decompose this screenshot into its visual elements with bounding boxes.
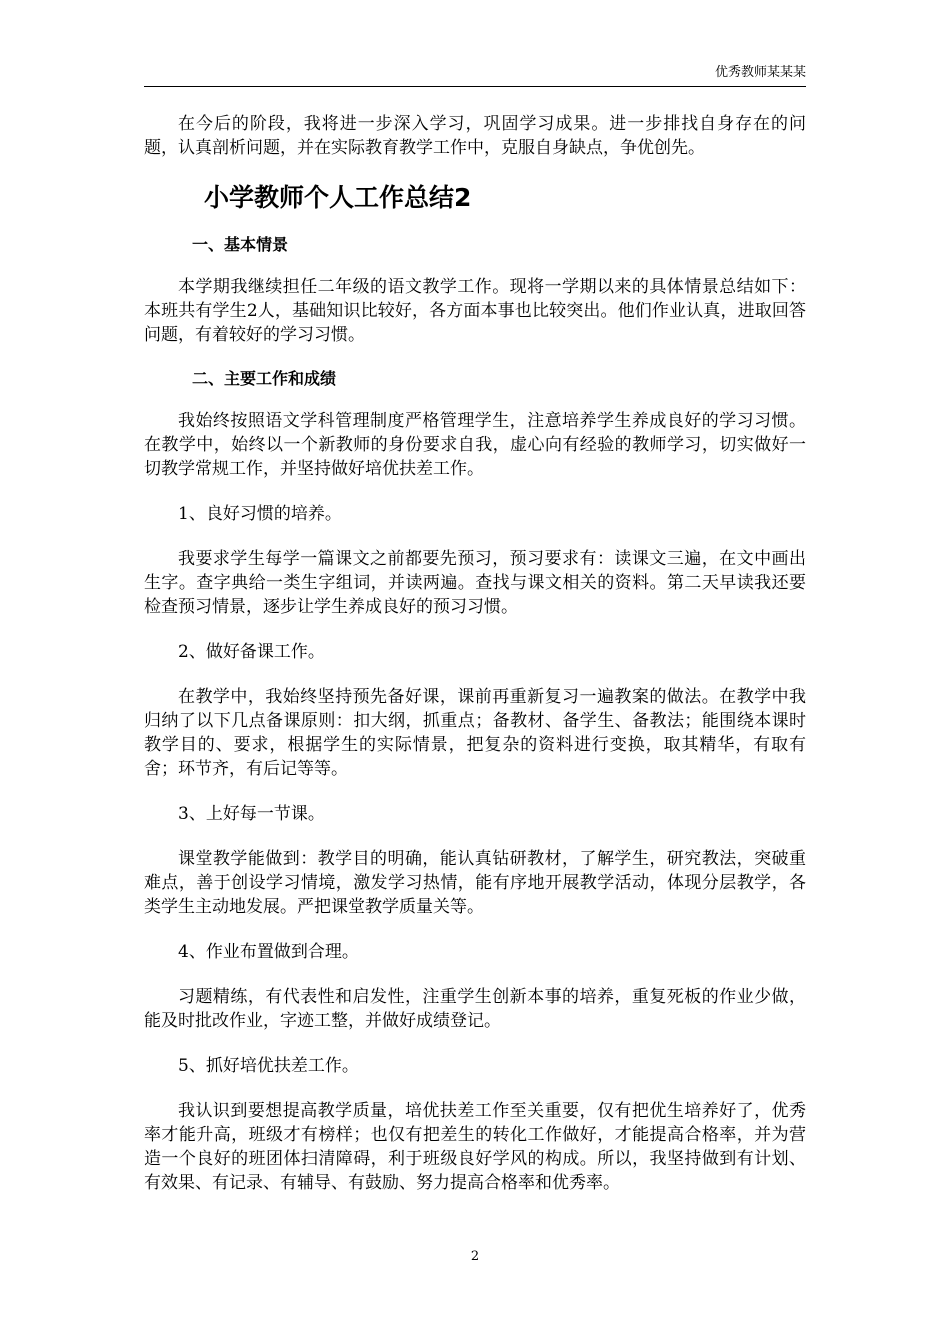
document-title: 小学教师个人工作总结2 <box>204 183 472 212</box>
document-body <box>144 112 806 1216</box>
item-title-1: 1、良好习惯的培养。 <box>178 504 342 524</box>
item-title-4: 4、作业布置做到合理。 <box>178 942 359 962</box>
page-number: 2 <box>470 1249 480 1264</box>
item-paragraph-2: 在教学中，我始终坚持预先备好课，课前再重新复习一遍教案的做法。在教学中我归纳了以下几点备课原则：扣大纲，抓重点；备教材、备学生、备教法；能围绕本课时教学目的、要求，根据学生的实际情景，把复杂的资料进行变换，取其精华，有取有舍；环节齐，有后记等等。 <box>144 687 806 779</box>
item-title-2: 2、做好备课工作。 <box>178 642 325 662</box>
section-paragraph-main: 我始终按照语文学科管理制度严格管理学生，注意培养学生养成良好的学习习惯。在教学中，始终以一个新教师的身份要求自我，虚心向有经验的教师学习，切实做好一切教学常规工作，并坚持做好培优扶差工作。 <box>144 411 806 479</box>
section-paragraph-basic: 本学期我继续担任二年级的语文教学工作。现将一学期以来的具体情景总结如下：本班共有学生2人，基础知识比较好，各方面本事也比较突出。他们作业认真，进取回答问题，有着较好的学习习惯。 <box>144 277 806 345</box>
item-title-5: 5、抓好培优扶差工作。 <box>178 1056 359 1076</box>
section-heading-basic: 一、基本情景 <box>192 235 289 254</box>
intro-paragraph: 在今后的阶段，我将进一步深入学习，巩固学习成果。进一步排找自身存在的问题，认真剖析问题，并在实际教育教学工作中，克服自身缺点，争优创先。 <box>144 114 806 158</box>
section-heading-main: 二、主要工作和成绩 <box>192 369 337 388</box>
item-paragraph-5: 我认识到要想提高教学质量，培优扶差工作至关重要，仅有把优生培养好了，优秀率才能升高，班级才有榜样；也仅有把差生的转化工作做好，才能提高合格率，并为营造一个良好的班团体扫清障碍，利于班级良好学风的构成。所以，我坚持做到有计划、有效果、有记录、有辅导、有鼓励、努力提高合格率和优秀率。 <box>144 1101 806 1193</box>
item-title-3: 3、上好每一节课。 <box>178 804 325 824</box>
item-paragraph-1: 我要求学生每学一篇课文之前都要先预习，预习要求有：读课文三遍，在文中画出生字。查字典给一类生字组词，并读两遍。查找与课文相关的资料。第二天早读我还要检查预习情景，逐步让学生养成良好的预习习惯。 <box>144 549 806 617</box>
item-paragraph-4: 习题精练，有代表性和启发性，注重学生创新本事的培养，重复死板的作业少做，能及时批改作业，字迹工整，并做好成绩登记。 <box>144 987 806 1031</box>
item-paragraph-3: 课堂教学能做到：教学目的明确，能认真钻研教材，了解学生，研究教法，突破重难点，善于创设学习情境，激发学习热情，能有序地开展教学活动，体现分层教学，各类学生主动地发展。严把课堂教学质量关等。 <box>144 849 806 917</box>
page-header: 优秀教师某某某 <box>714 65 806 80</box>
header-divider <box>144 86 806 87</box>
